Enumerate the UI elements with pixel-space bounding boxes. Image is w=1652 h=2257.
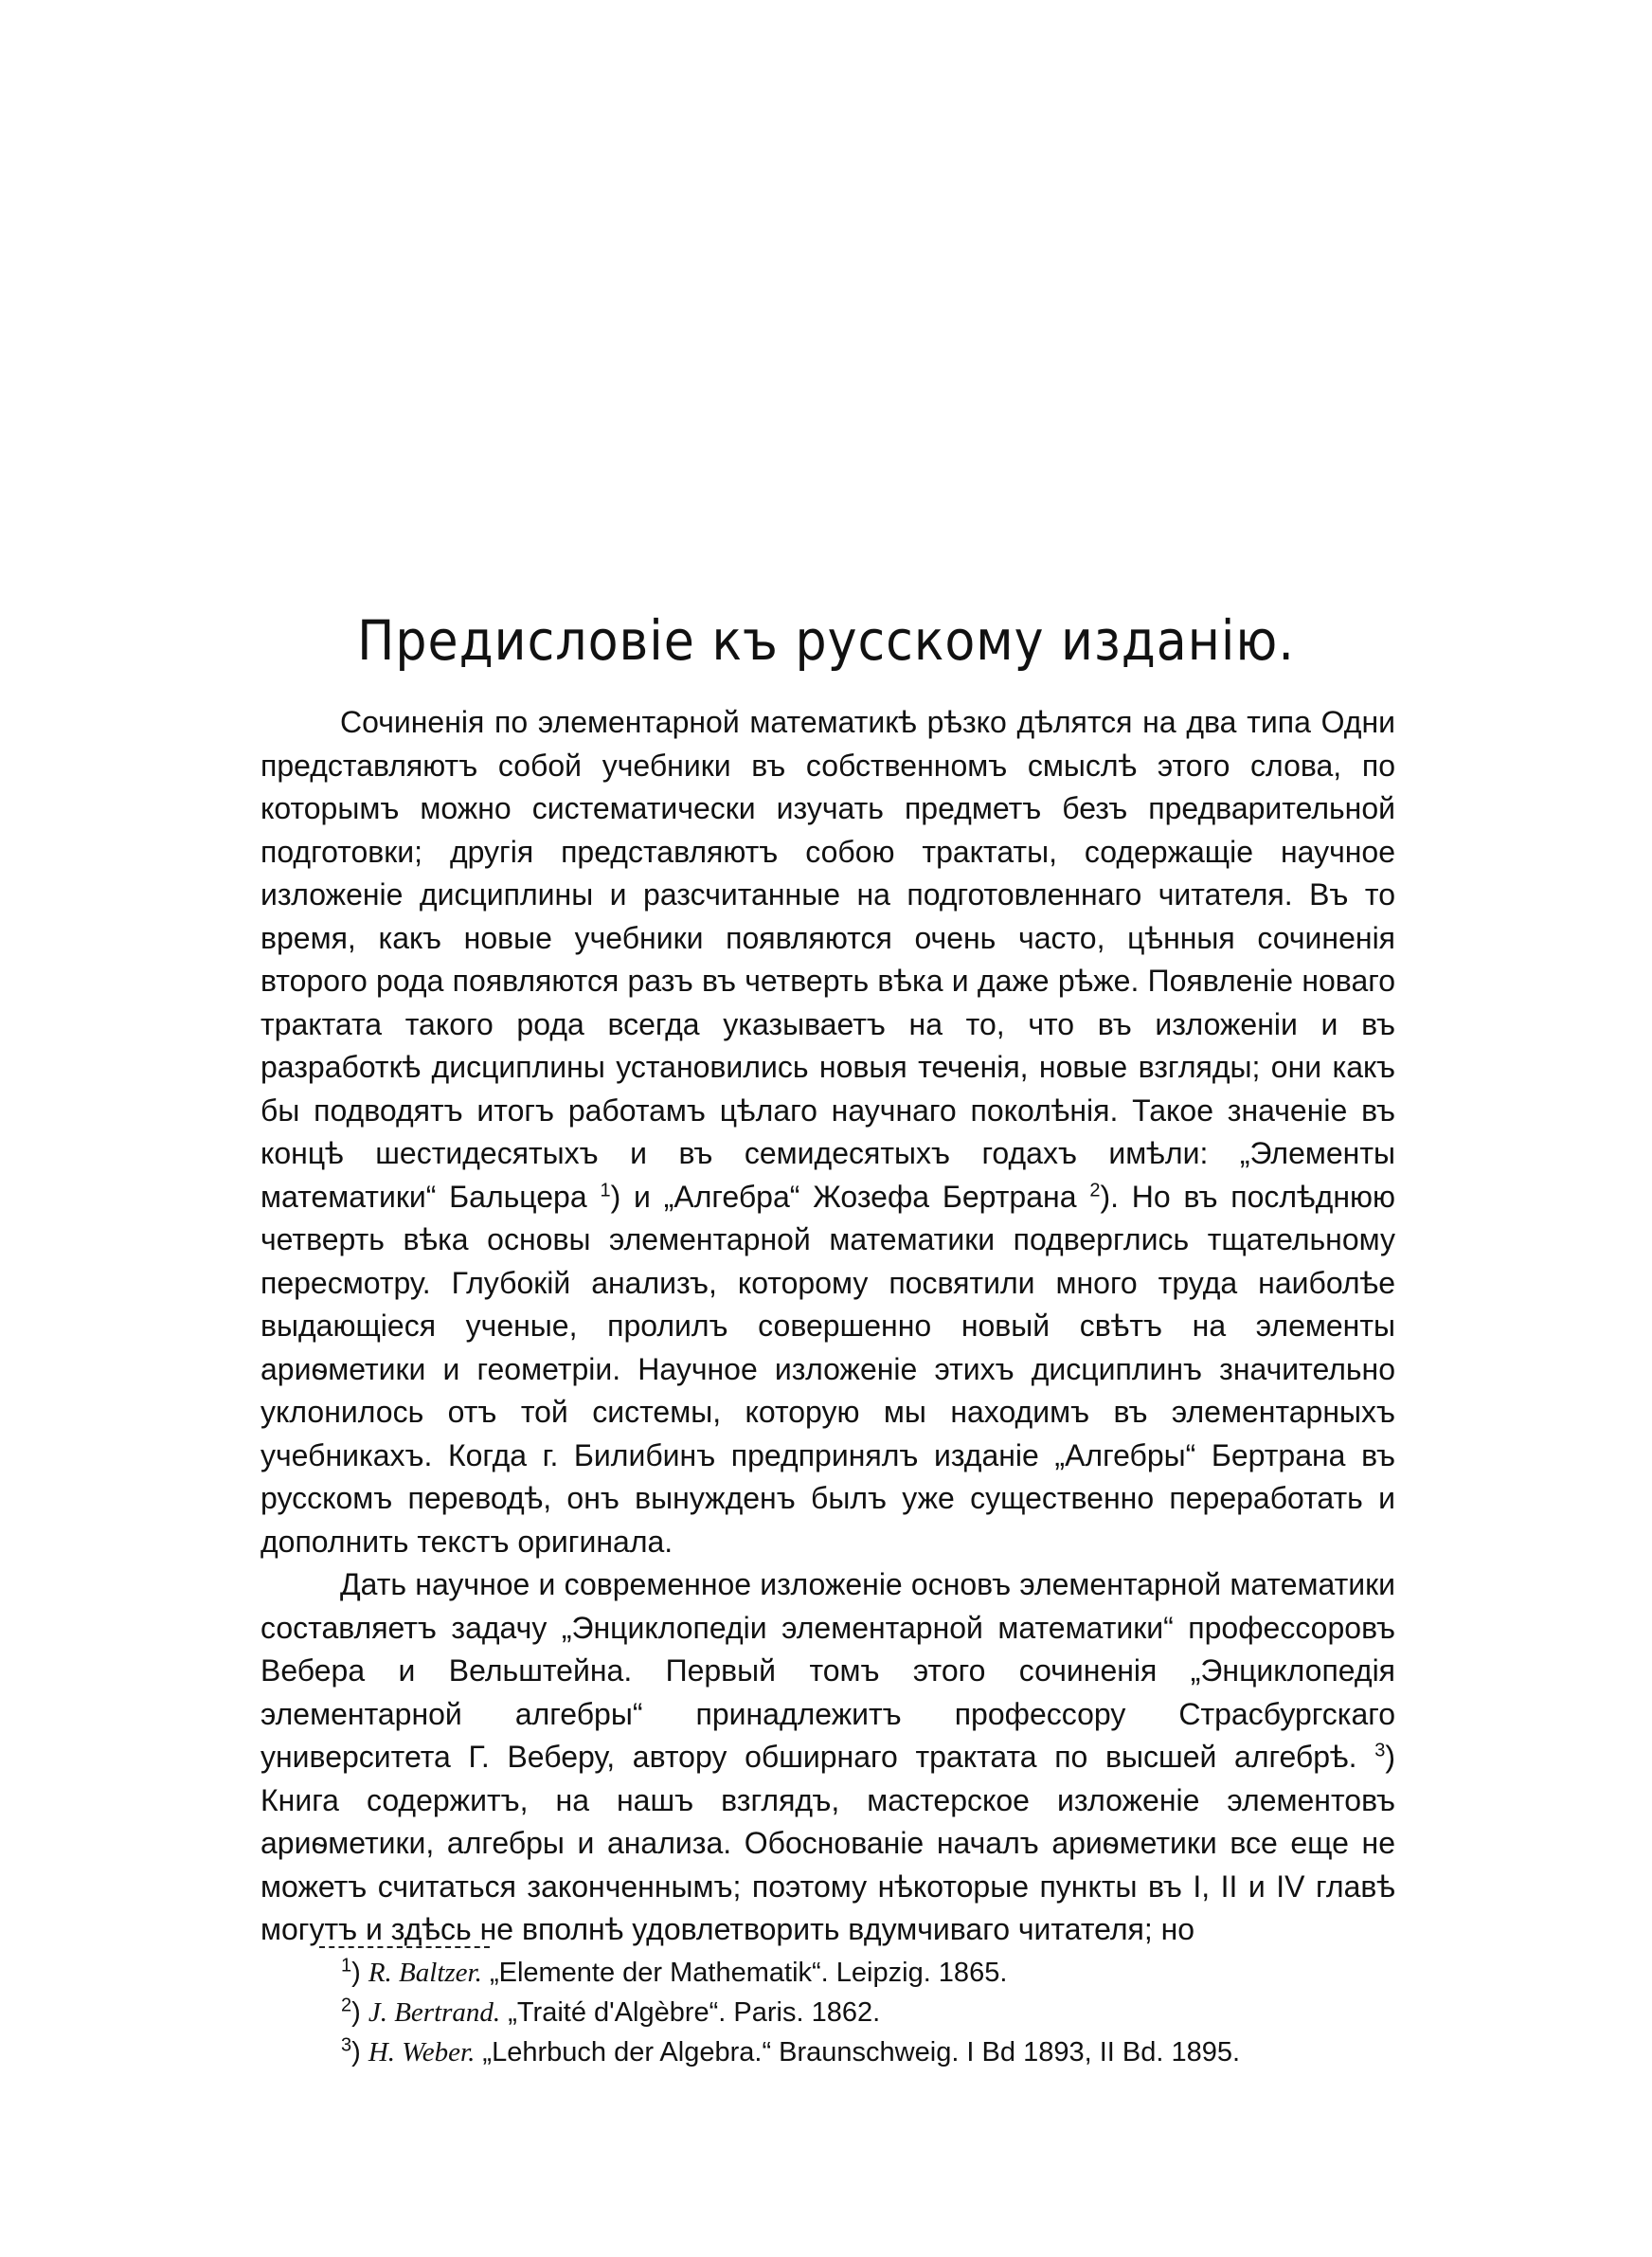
- footnote-author: R. Baltzer.: [368, 1958, 482, 1988]
- footnote-1: $^1$) R. Baltzer. „Elemente der Mathematik“. Leipzig. 1865.: [341, 1955, 1008, 1988]
- paragraph-text: ). Но въ послѣднюю четверть вѣка основы элементарной математики подверглись тщательному пересмотру. Глубокій анализъ, которому посвятили много труда наиболѣе выдающіеся ученые, пролилъ совершенно новый свѣтъ на элементы ариѳметики и геометріи. Научное изложеніе этихъ дисциплинъ значительно уклонилось отъ той системы, которую мы находимъ въ элементарныхъ учебникахъ. Когда г. Билибинъ предпринялъ изданіе „Алгебры“ Бертрана въ русскомъ переводѣ, онъ вынужденъ былъ уже существенно переработать и дополнить текстъ оригинала.: [260, 1179, 1396, 1559]
- footnote-reference: 2: [1089, 1179, 1101, 1201]
- footnote-text: „Lehrbuch der Algebra.“ Braunschweig. I Bd 1893, II Bd. 1895.: [482, 2037, 1241, 2067]
- footnote-text: „Elemente der Mathematik“. Leipzig. 1865.: [489, 1958, 1008, 1988]
- paragraph-text: ) Книга содержитъ, на нашъ взглядъ, мастерское изложеніе элементовъ ариѳметики, алгебры и анализа. Обоснованіе началъ ариѳметики все еще не можетъ считаться законченнымъ; поэтому нѣкоторые пункты въ I, II и IV главѣ могутъ и здѣсь не вполнѣ удовлетворить вдумчиваго читателя; но: [260, 1740, 1396, 1946]
- footnote-reference: 3: [1374, 1740, 1386, 1761]
- footnote-mark: 2: [341, 1995, 352, 2016]
- footnote-3: $^3$) H. Weber. „Lehrbuch der Algebra.“ Braunschweig. I Bd 1893, II Bd. 1895.: [341, 2034, 1241, 2067]
- footnote-author: J. Bertrand.: [368, 1997, 501, 2028]
- paragraph-text: Сочиненія по элементарной математикѣ рѣзко дѣлятся на два типа Одни представляютъ собой учебники въ собственномъ смыслѣ этого слова, по которымъ можно систематически изучать предметъ безъ предварительной подготовки; другія представляютъ собою трактаты, содержащіе научное изложеніе дисциплины и разсчитанные на подготовленнаго читателя. Въ то время, какъ новые учебники появляются очень часто, цѣнныя сочиненія второго рода появляются разъ въ четверть вѣка и даже рѣже. Появленіе новаго трактата такого рода всегда указываетъ на то, что въ изложеніи и въ разработкѣ дисциплины установились новыя теченія, новые взгляды; они какъ бы подводятъ итогъ работамъ цѣлаго научнаго поколѣнія. Такое значеніе въ концѣ шестидесятыхъ и въ семидесятыхъ годахъ имѣли: „Элементы математики“ Бальцера: [260, 705, 1395, 1214]
- footnote-author: H. Weber.: [368, 2037, 476, 2067]
- paragraph-1: [260, 701, 1395, 1563]
- preface-body: [260, 701, 1395, 1952]
- footnote-mark: 3: [341, 2034, 352, 2056]
- paragraph-text: ) и „Алгебра“ Жозефа Бертрана: [610, 1179, 1077, 1214]
- footnote-divider: [319, 1946, 490, 1948]
- footnote-mark: 1: [341, 1955, 352, 1977]
- footnote-reference: 1: [600, 1179, 611, 1201]
- paragraph-2: [260, 1563, 1395, 1952]
- paragraph-text: Дать научное и современное изложеніе основъ элементарной математики составляетъ задачу „Энциклопедіи элементарной математики“ профессоровъ Вебера и Вельштейна. Первый томъ этого сочиненія „Энциклопедія элементарной алгебры“ принадлежитъ профессору Страсбургскаго университета Г. Веберу, автору обширнаго трактата по высшей алгебрѣ.: [260, 1567, 1395, 1774]
- footnote-2: $^2$) J. Bertrand. „Traité d'Algèbre“. Paris. 1862.: [341, 1995, 881, 2028]
- footnotes: [341, 1953, 1383, 2072]
- page-title: Предисловіе къ русскому изданію.: [357, 608, 1295, 673]
- footnote-text: „Traité d'Algèbre“. Paris. 1862.: [508, 1997, 881, 2028]
